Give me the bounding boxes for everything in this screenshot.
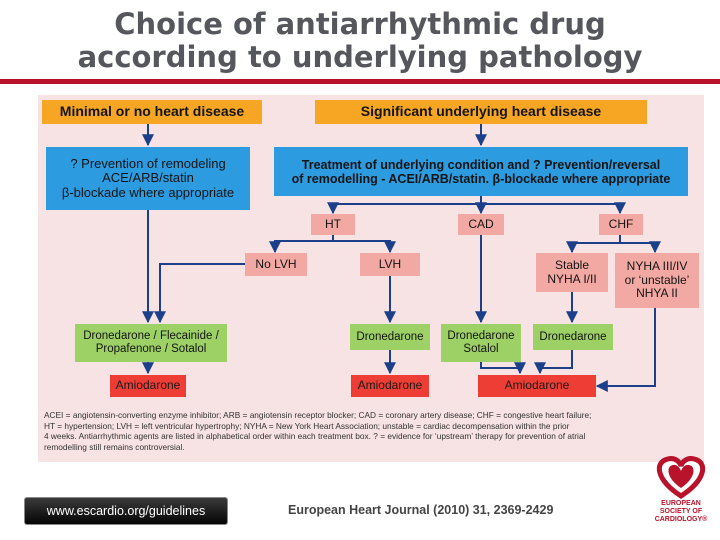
drugs-stable-label: Dronedarone xyxy=(539,330,607,343)
subgroup-stable-line-2: NYHA I/II xyxy=(547,271,597,286)
abbreviation-footnote xyxy=(44,410,706,452)
drugs-amiodarone-1-label: Amiodarone xyxy=(115,378,181,393)
logo-text-line-3: CARDIOLOGY® xyxy=(654,516,708,524)
footnote-line-3: 4 weeks. Antiarrhythmic agents are listed in alphabetical order within each treatment box. ? = evidence for ‘upstream’ therapy for prevention of atrial xyxy=(44,431,586,441)
footnote-line-4: remodelling still remains controversial. xyxy=(44,441,185,452)
drugs-first-line xyxy=(75,324,227,362)
esc-logo-text xyxy=(648,500,714,525)
subgroup-stable-nyha xyxy=(536,253,608,292)
drugs-amiodarone-3-label: Amiodarone xyxy=(504,378,570,393)
treatment-significant-line-2: of remodelling - ACEI/ARB/statin. β-blockade where appropriate xyxy=(291,171,671,186)
footnote-line-1: ACEI = angiotensin-converting enzyme inhibitor; ARB = angiotensin receptor blocker; CAD = coronary artery disease; CHF = congestive heart failure; xyxy=(44,410,592,420)
drugs-amiodarone-3 xyxy=(478,375,596,397)
drugs-amiodarone-1 xyxy=(110,375,186,397)
drugs-stable-dronedarone xyxy=(533,324,613,350)
subgroup-nyha-line-3: NHYA II xyxy=(636,286,678,301)
arrow-cad-to-amiodarone-3 xyxy=(481,362,520,373)
guidelines-link-label: www.escardio.org/guidelines xyxy=(46,504,206,518)
arrow-stable-to-amiodarone-3 xyxy=(540,350,572,373)
condition-ht-label: HT xyxy=(325,216,341,231)
condition-ht xyxy=(311,214,355,235)
subgroup-stable-line-1: Stable xyxy=(554,258,590,273)
subgroup-nyha-line-1: NYHA III/IV xyxy=(626,259,688,274)
header-minimal-heart-disease xyxy=(42,100,262,124)
arrow-to-ht xyxy=(333,204,481,213)
header-significant-heart-disease xyxy=(315,100,647,124)
condition-chf-label: CHF xyxy=(608,216,634,231)
condition-chf xyxy=(599,214,643,235)
arrow-to-chf xyxy=(481,204,620,213)
drugs-first-line-1: Dronedarone / Flecainide / xyxy=(83,330,219,343)
footnote-line-2: HT = hypertension; LVH = left ventricular hypertrophy; NYHA = New York Heart Association; unstable = cardiac decompensation within the prior xyxy=(44,420,570,431)
header-significant-label: Significant underlying heart disease xyxy=(360,103,602,120)
condition-cad xyxy=(458,214,504,235)
journal-citation: European Heart Journal (2010) 31, 2369-2429 xyxy=(288,503,554,517)
drugs-cad-dronedarone-sotalol xyxy=(441,324,521,362)
treatment-minimal-line-3: β-blockade where appropriate xyxy=(61,184,235,200)
drugs-lvh-label: Dronedarone xyxy=(356,330,424,343)
subgroup-lvh-label: LVH xyxy=(378,256,402,271)
treatment-minimal-line-2: ACE/ARB/statin xyxy=(102,170,194,186)
logo-text-line-1: EUROPEAN xyxy=(661,500,701,507)
condition-cad-label: CAD xyxy=(468,216,494,231)
arrow-chf-to-stable xyxy=(572,235,620,252)
subgroup-nyha-unstable xyxy=(615,253,699,308)
arrow-nolvh-to-drugs xyxy=(160,264,245,322)
drugs-first-line-2: Propafenone / Sotalol xyxy=(95,343,207,355)
slide-title-line-2: according to underlying pathology xyxy=(77,40,643,74)
treatment-significant-line-1: Treatment of underlying condition and ? Prevention/reversal xyxy=(301,157,661,172)
arrow-ht-to-nolvh xyxy=(275,235,333,252)
drugs-cad-line-1: Dronedarone xyxy=(447,330,515,343)
logo-text-line-2: SOCIETY OF xyxy=(659,508,703,516)
drugs-cad-line-2: Sotalol xyxy=(463,343,499,355)
header-minimal-label: Minimal or no heart disease xyxy=(59,103,245,120)
treatment-minimal xyxy=(46,147,250,210)
slide-title-line-1: Choice of antiarrhythmic drug xyxy=(114,7,606,41)
treatment-significant xyxy=(274,147,688,196)
drugs-amiodarone-2 xyxy=(351,375,429,397)
arrow-ht-to-lvh xyxy=(333,241,390,252)
subgroup-nyha-line-2: or ‘unstable’ xyxy=(624,272,690,287)
drugs-lvh-dronedarone xyxy=(350,324,430,350)
subgroup-no-lvh xyxy=(245,253,307,276)
subgroup-lvh xyxy=(360,253,420,276)
treatment-minimal-line-1: ? Prevention of remodeling xyxy=(70,155,226,171)
arrow-chf-to-nyha xyxy=(620,243,655,252)
drugs-amiodarone-2-label: Amiodarone xyxy=(357,378,423,393)
guidelines-link[interactable] xyxy=(24,497,228,525)
subgroup-no-lvh-label: No LVH xyxy=(255,256,297,271)
